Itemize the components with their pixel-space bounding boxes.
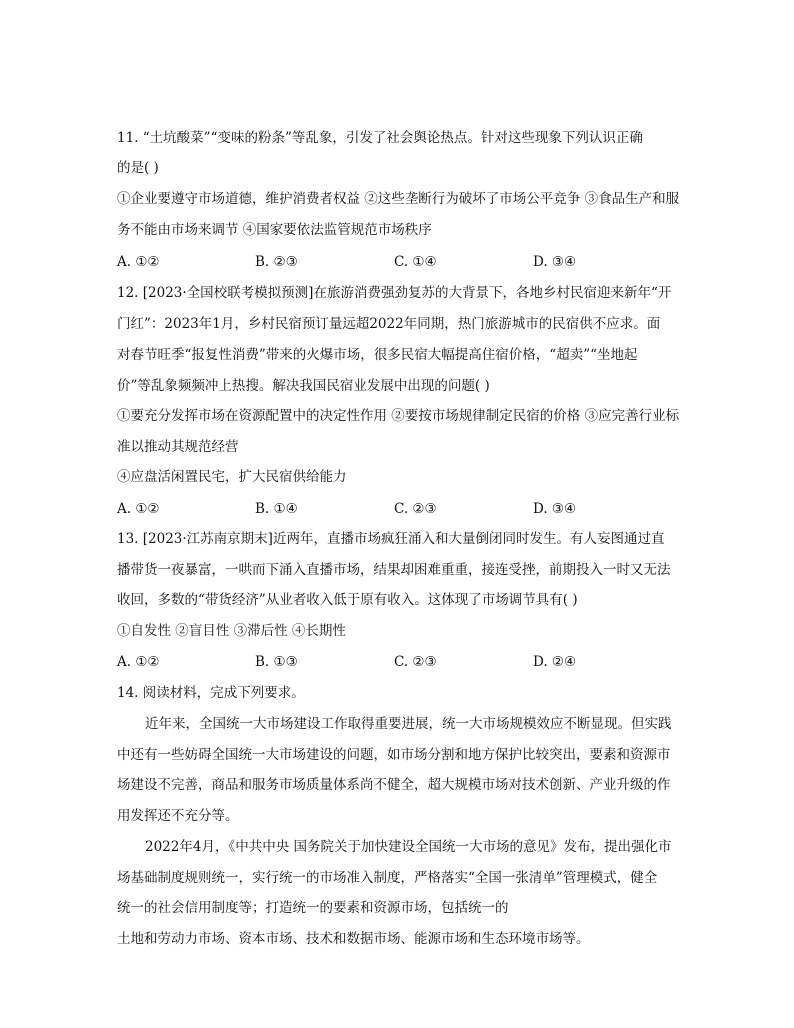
q13-option-c[interactable]: C. ②③ xyxy=(394,654,437,670)
q12-stem-line-1: 12. [2023·全国校联考模拟预测]在旅游消费强劲复苏的大背景下，各地乡村民宿迎来新年“开 xyxy=(117,285,672,301)
q13-statements: ①自发性 ②盲目性 ③滞后性 ④长期性 xyxy=(117,623,346,639)
q14-material-p1-line-3: 场建设不完善，商品和服务市场质量体系尚不健全，超大规模市场对技术创新、产业升级的作 xyxy=(117,777,671,793)
q14-material-p2-line-2: 场基础制度规则统一，实行统一的市场准入制度，严格落实“全国一张清单”管理模式，健全 xyxy=(117,870,658,886)
q11-stem-line-1: 11. “土坑酸菜”“变味的粉条”等乱象，引发了社会舆论热点。针对这些现象下列认识正确 xyxy=(117,130,643,146)
q14-material-p1-line-2: 中还有一些妨碍全国统一大市场建设的问题，如市场分割和地方保护比较突出，要素和资源市 xyxy=(117,747,671,763)
q12-stem-line-4: 价”等乱象频频冲上热搜。解决我国民宿业发展中出现的问题( ) xyxy=(117,378,490,394)
q13-option-a[interactable]: A. ①② xyxy=(117,654,160,670)
q12-options xyxy=(117,499,677,519)
q14-material-p2-line-3: 统一的社会信用制度等；打造统一的要素和资源市场，包括统一的 xyxy=(117,900,509,916)
q11-option-c[interactable]: C. ①④ xyxy=(394,254,437,270)
q12-statements-line-3: ④应盘活闲置民宅，扩大民宿供给能力 xyxy=(117,469,347,485)
q11-stem-line-2: 的是( ) xyxy=(117,160,159,176)
q12-stem-line-3: 对春节旺季“报复性消费”带来的火爆市场，很多民宿大幅提高住宿价格，“超卖”“坐地起 xyxy=(117,347,638,363)
q14-stem: 14. 阅读材料，完成下列要求。 xyxy=(117,685,305,701)
q13-options xyxy=(117,652,677,672)
q11-statements-line-1: ①企业要遵守市场道德，维护消费者权益 ②这些垄断行为破坏了市场公平竞争 ③食品生产和服 xyxy=(117,191,680,207)
q12-statements-line-1: ①要充分发挥市场在资源配置中的决定性作用 ②要按市场规律制定民宿的价格 ③应完善行业标 xyxy=(117,408,680,424)
q12-statements-line-2: 准以推动其规范经营 xyxy=(117,439,239,455)
q11-options xyxy=(117,252,677,272)
q13-option-d[interactable]: D. ②④ xyxy=(533,654,577,670)
q12-option-c[interactable]: C. ②③ xyxy=(394,501,437,517)
q12-stem-line-2: 门红”：2023年1月，乡村民宿预订量远超2022年同期，热门旅游城市的民宿供不应求。面 xyxy=(117,316,661,332)
q12-option-d[interactable]: D. ③④ xyxy=(533,501,577,517)
q11-option-d[interactable]: D. ③④ xyxy=(533,254,577,270)
q13-stem-line-2: 播带货一夜暴富，一哄而下涌入直播市场，结果却困难重重，接连受挫，前期投入一时又无法 xyxy=(117,562,671,578)
q11-statements-line-2: 务不能由市场来调节 ④国家要依法监管规范市场秩序 xyxy=(117,222,432,238)
q12-option-a[interactable]: A. ①② xyxy=(117,501,160,517)
q14-material-p2-line-1: 2022年4月，《中共中央 国务院关于加快建设全国统一大市场的意见》发布，提出强化市 xyxy=(145,839,672,855)
q13-stem-line-3: 收回，多数的“带货经济”从业者收入低于原有收入。这体现了市场调节具有( ) xyxy=(117,592,578,608)
q14-material-p1-line-4: 用发挥还不充分等。 xyxy=(117,808,239,824)
q13-stem-line-1: 13. [2023·江苏南京期末]近两年，直播市场疯狂涌入和大量倒闭同时发生。有人妄图通过直 xyxy=(117,531,665,547)
q11-option-a[interactable]: A. ①② xyxy=(117,254,160,270)
q12-option-b[interactable]: B. ①④ xyxy=(255,501,298,517)
q13-option-b[interactable]: B. ①③ xyxy=(255,654,298,670)
q11-option-b[interactable]: B. ②③ xyxy=(255,254,298,270)
q14-material-p2-line-4: 土地和劳动力市场、资本市场、技术和数据市场、能源市场和生态环境市场等。 xyxy=(117,931,590,947)
q14-material-p1-line-1: 近年来，全国统一大市场建设工作取得重要进展，统一大市场规模效应不断显现。但实践 xyxy=(145,716,672,732)
